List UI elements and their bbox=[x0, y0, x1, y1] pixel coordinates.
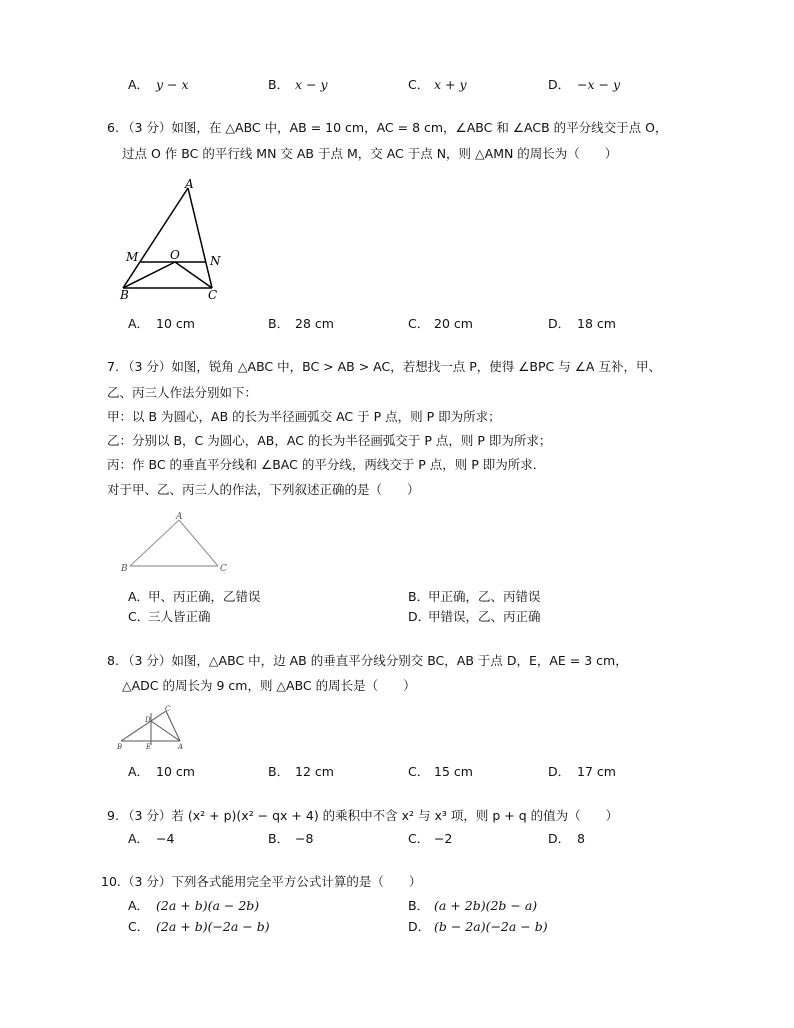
q5-option-c-text: x + y bbox=[434, 77, 467, 92]
q8-label-a: A bbox=[178, 743, 184, 751]
q9-option-c-letter: C． bbox=[408, 831, 430, 846]
q8-option-c-text: 15 cm bbox=[434, 764, 473, 779]
q6-label-c: C bbox=[208, 288, 218, 302]
q9-option-d-text: 8 bbox=[577, 831, 585, 846]
q10-option-d-text: (b − 2a)(−2a − b) bbox=[434, 919, 548, 934]
q8-option-b-text: 12 cm bbox=[295, 764, 334, 779]
q7-text-line3: 甲：以 B 为圆心，AB 的长为半径画弧交 AC 于 P 点，则 P 即为所求； bbox=[107, 409, 501, 424]
q6-triangle-figure bbox=[118, 175, 230, 305]
q7-text-line2: 乙、丙三人作法分别如下： bbox=[107, 385, 258, 400]
q6-option-c-letter: C． bbox=[408, 316, 430, 331]
q7-text-line4: 乙：分别以 B，C 为圆心，AB，AC 的长为半径画弧交于 P 点，则 P 即为所求； bbox=[107, 433, 552, 448]
q6-option-d-text: 18 cm bbox=[577, 316, 616, 331]
q6-option-b-letter: B． bbox=[268, 316, 290, 331]
q7-label-a: A bbox=[176, 512, 183, 522]
q9-text-line1: （3 分）若 (x² + p)(x² − qx + 4) 的乘积中不含 x² 与 x³ 项，则 p + q 的值为（ ） bbox=[122, 808, 619, 823]
q9-option-b-text: −8 bbox=[295, 831, 314, 846]
q6-option-c-text: 20 cm bbox=[434, 316, 473, 331]
q6-text-line2: 过点 O 作 BC 的平行线 MN 交 AB 于点 M，交 AC 于点 N，则 △AMN 的周长为（ ） bbox=[122, 146, 618, 161]
q10-option-c-letter: C． bbox=[128, 919, 150, 934]
q8-number: 8. bbox=[107, 653, 119, 668]
q5-option-c-letter: C． bbox=[408, 77, 430, 92]
q8-label-c: C bbox=[165, 705, 171, 713]
q5-option-d-text: −x − y bbox=[577, 77, 621, 92]
q5-option-d-letter: D． bbox=[548, 77, 571, 92]
q7-text-line6: 对于甲、乙、丙三人的作法，下列叙述正确的是（ ） bbox=[107, 482, 420, 497]
q7-label-b: B bbox=[121, 564, 128, 574]
q6-number: 6. bbox=[107, 120, 119, 135]
q9-option-c-text: −2 bbox=[434, 831, 453, 846]
q8-label-d: D bbox=[145, 716, 151, 724]
q10-option-b-text: (a + 2b)(2b − a) bbox=[434, 898, 538, 913]
q6-option-a-text: 10 cm bbox=[156, 316, 195, 331]
q7-option-d-letter: D． bbox=[408, 609, 431, 624]
q9-option-d-letter: D． bbox=[548, 831, 571, 846]
q5-option-a-letter: A． bbox=[128, 77, 150, 92]
q8-option-d-letter: D． bbox=[548, 764, 571, 779]
q6-label-a: A bbox=[185, 177, 194, 191]
q7-triangle-figure bbox=[118, 508, 230, 574]
q8-label-b: B bbox=[117, 743, 123, 751]
q10-number: 10. bbox=[101, 874, 121, 889]
q10-option-d-letter: D． bbox=[408, 919, 431, 934]
q7-option-d-text: 甲错误，乙、丙正确 bbox=[428, 609, 541, 624]
q7-option-a-text: 甲、丙正确，乙错误 bbox=[148, 589, 261, 604]
q6-text-line1: （3 分）如图，在 △ABC 中，AB = 10 cm，AC = 8 cm，∠ABC 和 ∠ACB 的平分线交于点 O， bbox=[122, 120, 668, 135]
q8-option-b-letter: B． bbox=[268, 764, 290, 779]
q7-number: 7. bbox=[107, 359, 119, 374]
q8-triangle-figure bbox=[116, 705, 190, 751]
q5-option-b-text: x − y bbox=[295, 77, 328, 92]
q8-text-line1: （3 分）如图，△ABC 中，边 AB 的垂直平分线分别交 BC，AB 于点 D，E，AE = 3 cm， bbox=[122, 653, 628, 668]
q6-option-b-text: 28 cm bbox=[295, 316, 334, 331]
q8-option-d-text: 17 cm bbox=[577, 764, 616, 779]
q10-text-line1: （3 分）下列各式能用完全平方公式计算的是（ ） bbox=[122, 874, 422, 889]
q7-label-c: C bbox=[220, 564, 227, 574]
q5-option-b-letter: B． bbox=[268, 77, 290, 92]
q8-option-a-text: 10 cm bbox=[156, 764, 195, 779]
q9-option-a-text: −4 bbox=[156, 831, 175, 846]
q7-option-b-letter: B． bbox=[408, 589, 430, 604]
q6-label-b: B bbox=[120, 288, 129, 302]
q6-option-a-letter: A． bbox=[128, 316, 150, 331]
q8-label-e: E bbox=[146, 743, 152, 751]
q10-option-b-letter: B． bbox=[408, 898, 430, 913]
q10-option-a-letter: A． bbox=[128, 898, 150, 913]
q10-option-c-text: (2a + b)(−2a − b) bbox=[156, 919, 270, 934]
q5-option-a-text: y − x bbox=[156, 77, 189, 92]
q7-option-c-letter: C． bbox=[128, 609, 150, 624]
q7-text-line1: （3 分）如图，锐角 △ABC 中，BC > AB > AC，若想找一点 P，使得 ∠BPC 与 ∠A 互补，甲、 bbox=[122, 359, 661, 374]
q7-option-b-text: 甲正确，乙、丙错误 bbox=[428, 589, 541, 604]
q8-text-line2: △ADC 的周长为 9 cm，则 △ABC 的周长是（ ） bbox=[122, 678, 416, 693]
q6-label-o: O bbox=[170, 248, 180, 262]
q7-text-line5: 丙：作 BC 的垂直平分线和 ∠BAC 的平分线，两线交于 P 点，则 P 即为所求． bbox=[107, 457, 546, 472]
q9-option-a-letter: A． bbox=[128, 831, 150, 846]
q8-option-c-letter: C． bbox=[408, 764, 430, 779]
q10-option-a-text: (2a + b)(a − 2b) bbox=[156, 898, 260, 913]
q6-option-d-letter: D． bbox=[548, 316, 571, 331]
q8-option-a-letter: A． bbox=[128, 764, 150, 779]
q6-label-n: N bbox=[210, 254, 221, 268]
q7-option-a-letter: A． bbox=[128, 589, 150, 604]
q9-option-b-letter: B． bbox=[268, 831, 290, 846]
q9-number: 9. bbox=[107, 808, 119, 823]
q6-label-m: M bbox=[126, 250, 139, 264]
q7-option-c-text: 三人皆正确 bbox=[148, 609, 211, 624]
